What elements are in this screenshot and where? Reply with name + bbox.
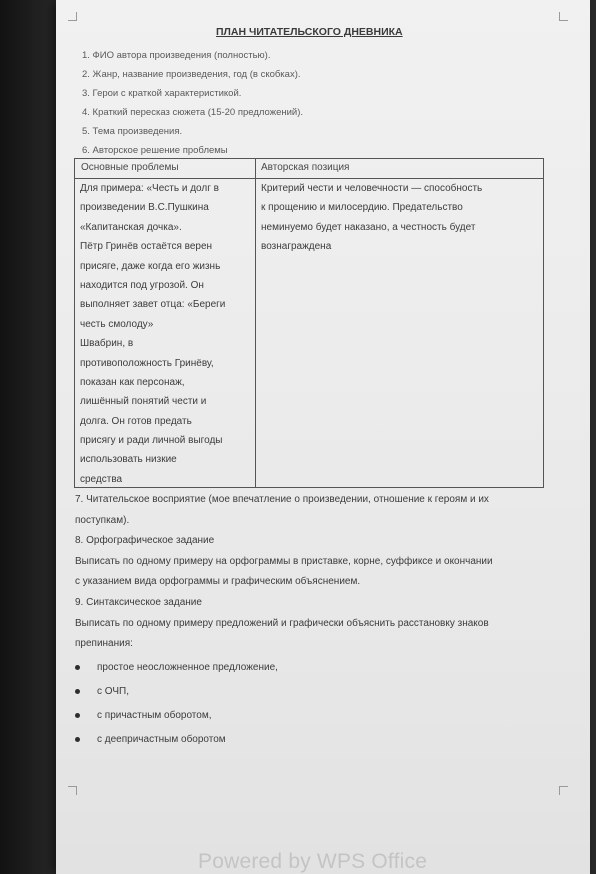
body-line: 8. Орфографическое задание: [75, 535, 215, 547]
table-cell-problems: [80, 179, 250, 489]
list-item: [75, 704, 278, 728]
cell-line: лишённый понятий чести и: [80, 396, 207, 408]
bullet-icon: [75, 737, 80, 742]
table-header-problems: Основные проблемы: [81, 162, 179, 173]
cell-line: выполняет завет отца: «Береги: [80, 299, 226, 311]
list-item-text: с ОЧП,: [97, 686, 129, 697]
plan-item: 6. Авторское решение проблемы: [82, 145, 228, 156]
cell-line: присяге, даже когда его жизнь: [80, 260, 221, 272]
cell-line: к прощению и милосердию. Предательство: [261, 202, 463, 214]
list-item: [75, 656, 278, 680]
crop-mark-top-right: [559, 12, 568, 21]
cell-line: средства: [80, 473, 123, 485]
cell-line: честь смолоду»: [80, 318, 154, 330]
cell-line: «Капитанская дочка».: [80, 221, 182, 233]
body-line: препинания:: [75, 638, 133, 650]
cell-line: неминуемо будет наказано, а честность будет: [261, 221, 476, 233]
list-item: [75, 728, 278, 752]
cell-line: показан как персонаж,: [80, 376, 185, 388]
plan-item: 5. Тема произведения.: [82, 126, 183, 137]
plan-list: [82, 46, 303, 160]
cell-line: вознаграждена: [261, 241, 332, 253]
list-item-text: с деепричастным оборотом: [97, 734, 226, 745]
bullet-list: [75, 656, 278, 752]
cell-line: противоположность Гринёву,: [80, 357, 214, 369]
cell-line: долга. Он готов предать: [80, 415, 192, 427]
plan-item: 3. Герои с краткой характеристикой.: [82, 88, 242, 99]
body-line: поступкам).: [75, 514, 130, 526]
list-item: [75, 680, 278, 704]
cell-line: присягу и ради личной выгоды: [80, 435, 223, 447]
list-item-text: с причастным оборотом,: [97, 710, 212, 721]
body-line: 7. Читательское восприятие (мое впечатление о произведении, отношение к героям и их: [75, 494, 489, 505]
document-title: ПЛАН ЧИТАТЕЛЬСКОГО ДНЕВНИКА: [216, 26, 403, 38]
crop-mark-top-left: [68, 12, 77, 21]
table-cell-position: [261, 179, 537, 257]
cell-line: Критерий чести и человечности — способность: [261, 183, 483, 194]
cell-line: произведении В.С.Пушкина: [80, 202, 209, 214]
table-header-row: [75, 159, 543, 179]
bullet-icon: [75, 713, 80, 718]
body-line: с указанием вида орфограммы и графическим объяснением.: [75, 576, 361, 588]
table-column-divider: [255, 159, 256, 487]
body-line: Выписать по одному примеру предложений и графически объяснить расстановку знаков: [75, 617, 489, 629]
plan-item: 2. Жанр, название произведения, год (в скобках).: [82, 69, 301, 80]
bullet-icon: [75, 665, 80, 670]
wps-watermark: Powered by WPS Office: [198, 850, 428, 873]
plan-item: 1. ФИО автора произведения (полностью).: [82, 50, 271, 61]
table-header-position: Авторская позиция: [261, 162, 350, 173]
plan-item: 4. Краткий пересказ сюжета (15-20 предложений).: [82, 107, 304, 118]
list-item-text: простое неосложненное предложение,: [97, 662, 278, 673]
cell-line: использовать низкие: [80, 454, 177, 466]
cell-line: находится под угрозой. Он: [80, 279, 204, 291]
body-line: 9. Синтаксическое задание: [75, 596, 202, 608]
document-page: [56, 0, 590, 874]
crop-mark-bottom-left: [68, 786, 77, 795]
bullet-icon: [75, 689, 80, 694]
document-body: [75, 490, 580, 655]
cell-line: Швабрин, в: [80, 338, 134, 350]
cell-line: Пётр Гринёв остаётся верен: [80, 241, 213, 253]
cell-line: Для примера: «Честь и долг в: [80, 183, 219, 194]
problems-table: [74, 158, 544, 488]
body-line: Выписать по одному примеру на орфограммы в приставке, корне, суффиксе и окончании: [75, 555, 493, 567]
crop-mark-bottom-right: [559, 786, 568, 795]
